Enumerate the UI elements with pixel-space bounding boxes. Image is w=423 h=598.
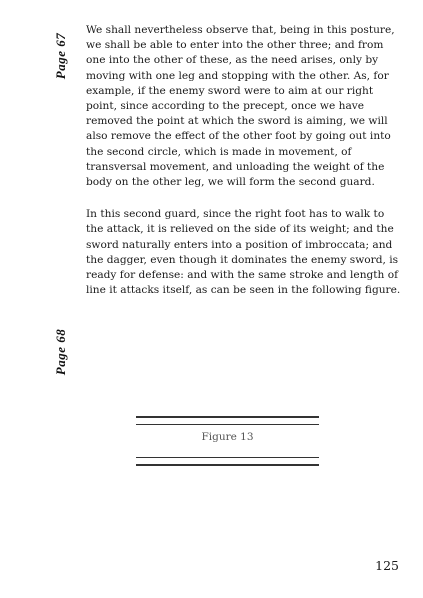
main-text	[86, 23, 402, 315]
margin-page-marker-label: Page 68	[53, 328, 68, 376]
figure-bottom-rule	[136, 457, 319, 466]
figure-caption: Figure 13	[201, 431, 254, 443]
paragraph: In this second guard, since the right foot has to walk to the attack, it is relieved on the side of its weight; and the sword naturally enters into a position of imbroccata; and the dagger, even though it dominates the enemy sword, is ready for defense: and with the same stroke and length of line it attacks itself, as can be seen in the following figure.	[86, 208, 401, 297]
margin-page-marker	[52, 322, 70, 382]
margin-page-marker	[52, 26, 70, 86]
margin-page-marker-label: Page 67	[53, 32, 68, 80]
figure-block	[136, 416, 319, 466]
figure-top-rule	[136, 416, 319, 425]
page-number: 125	[375, 558, 399, 573]
paragraph: We shall nevertheless observe that, being in this posture, we shall be able to enter into the other three; and from one into the other of these, as the need arises, only by moving with one leg and stopping with the other. As, for example, if the enemy sword were to aim at our right point, since according to the precept, once we have removed the point at which the sword is aiming, we will also remove the effect of the other foot by going out into the second circle, which is made in movement, of transversal movement, and unloading the weight of the body on the other leg, we will form the second guard.	[86, 24, 395, 189]
